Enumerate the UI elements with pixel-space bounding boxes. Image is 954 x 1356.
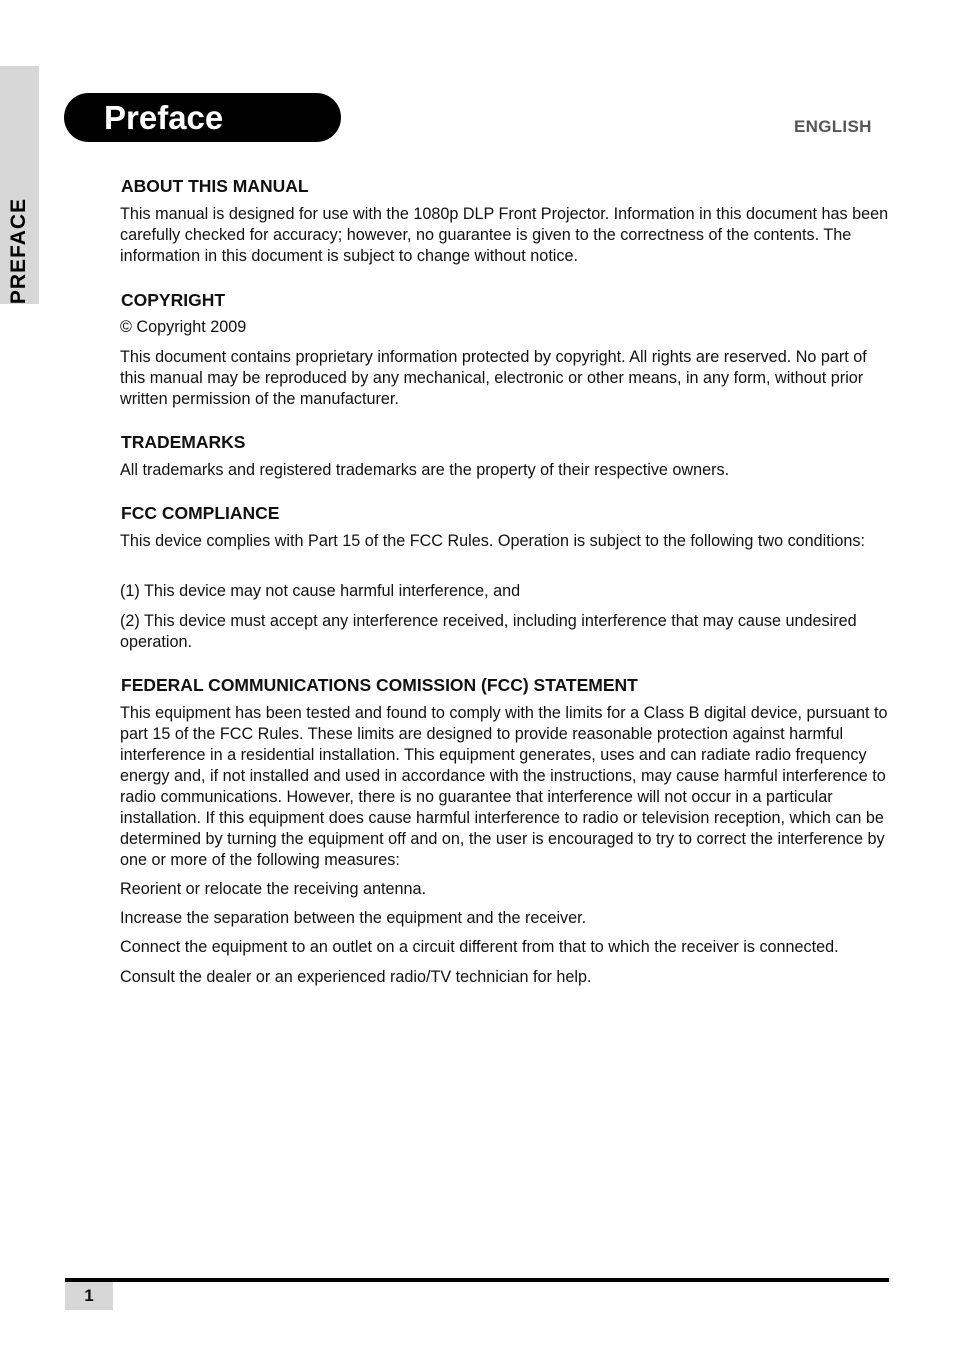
side-tab-label: PREFACE bbox=[7, 197, 30, 305]
section-heading-fcc-statement: FEDERAL COMMUNICATIONS COMISSION (FCC) STATEMENT bbox=[121, 675, 638, 695]
section-heading-fcc-compliance: FCC COMPLIANCE bbox=[121, 503, 280, 523]
page-number-box bbox=[65, 1282, 113, 1310]
footer-rule bbox=[65, 1278, 889, 1282]
about-paragraph: This manual is designed for use with the 1080p DLP Front Projector. Information in this document has been carefully checked for accuracy; however, no guarantee is given to the correctness of the contents. The information in this document is subject to change without notice. bbox=[120, 205, 889, 265]
section-heading-copyright: COPYRIGHT bbox=[121, 290, 226, 310]
fcc-measure-2: Increase the separation between the equipment and the receiver. bbox=[120, 909, 587, 927]
page-title-banner bbox=[64, 93, 341, 142]
copyright-paragraph: This document contains proprietary information protected by copyright. All rights are reserved. No part of this manual may be reproduced by any mechanical, electronic or other means, in any form, without prior written permission of the manufacturer. bbox=[120, 348, 867, 408]
page-number: 1 bbox=[84, 1286, 94, 1305]
copyright-line: © Copyright 2009 bbox=[120, 318, 247, 336]
fcc-statement-paragraph: This equipment has been tested and found to comply with the limits for a Class B digital device, pursuant to part 15 of the FCC Rules. These limits are designed to provide reasonable protection against harmful interference in a residential installation. This equipment generates, uses and can radiate radio frequency energy and, if not installed and used in accordance with the instructions, may cause harmful interference to radio communications. However, there is no guarantee that interference will not occur in a particular installation. If this equipment does cause harmful interference to radio or television reception, which can be determined by turning the equipment off and on, the user is encouraged to try to correct the interference by one or more of the following measures: bbox=[120, 704, 888, 869]
trademarks-paragraph: All trademarks and registered trademarks are the property of their respective owners. bbox=[120, 461, 730, 479]
page-title: Preface bbox=[104, 99, 224, 136]
section-heading-trademarks: TRADEMARKS bbox=[121, 432, 246, 452]
fcc-condition-1: (1) This device may not cause harmful interference, and bbox=[120, 582, 521, 600]
fcc-measure-1: Reorient or relocate the receiving antenna. bbox=[120, 880, 426, 898]
language-label: ENGLISH bbox=[794, 117, 872, 136]
fcc-condition-2: (2) This device must accept any interference received, including interference that may cause undesired operation. bbox=[120, 612, 857, 651]
fcc-compliance-paragraph: This device complies with Part 15 of the FCC Rules. Operation is subject to the following two conditions: bbox=[120, 532, 865, 550]
fcc-measure-3: Connect the equipment to an outlet on a circuit different from that to which the receiver is connected. bbox=[120, 938, 839, 956]
section-heading-about: ABOUT THIS MANUAL bbox=[121, 176, 309, 196]
side-tab bbox=[0, 66, 39, 304]
fcc-measure-4: Consult the dealer or an experienced radio/TV technician for help. bbox=[120, 968, 592, 986]
